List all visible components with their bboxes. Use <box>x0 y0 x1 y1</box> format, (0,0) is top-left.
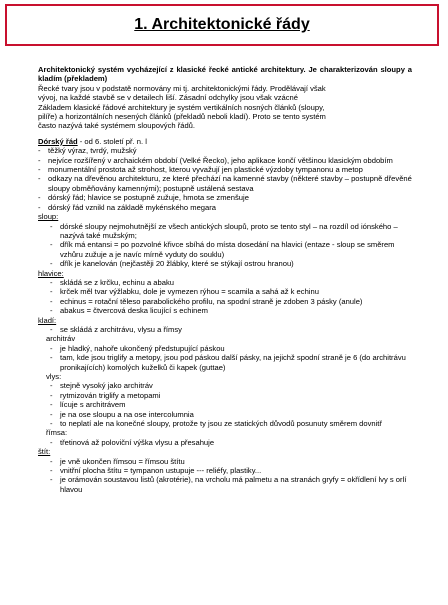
cornice-item: - třetinová až poloviční výška vlysu a přesahuje <box>50 437 215 447</box>
column-item: - dórské sloupy nejmohutnější ze všech antických sloupů, proto se tento styl – na rozdíl od iónského – nazývá také mužským; <box>50 221 398 240</box>
architrave-heading: architráv <box>46 334 76 344</box>
doric-item: - dórský řád; hlavice se postupně zužuje, hmota se zmenšuje <box>38 193 249 203</box>
column-item: - dřík je kanelován (nejčastěji 20 žlábky, které se stýkají ostrou hranou) <box>50 259 294 269</box>
frieze-item: - lícuje s architrávem <box>50 400 126 410</box>
pediment-item: - je vně ukončen římsou = římsou štítu <box>50 456 185 466</box>
column-item: - dřík má entansi = po pozvolné křivce sbíhá do místa dosedání na hlavici (entaze - sloup se směrem vzhůru zužuje a je navíc mírně vyduty do souklu) <box>50 240 395 259</box>
capital-item: - skládá se z krčku, echinu a abaku <box>50 277 174 287</box>
entablature-heading: kladí: <box>38 315 57 325</box>
column-heading: sloup: <box>38 212 59 222</box>
doric-heading-line <box>38 137 412 146</box>
capital-item: - abakus = čtvercová deska licující s echinem <box>50 306 208 316</box>
document-body <box>38 65 412 494</box>
architrave-item: - je hladký, nahoře ukončený předstupující páskou <box>50 343 225 353</box>
page-title: 1. Architektonické řády <box>134 16 310 33</box>
cornice-heading: římsa: <box>46 428 68 438</box>
frieze-item: - je na ose sloupu a na ose intercolumnia <box>50 409 194 419</box>
capital-heading: hlavice: <box>38 268 64 278</box>
title-box <box>5 4 439 46</box>
doric-item: - dórský řád vznikl na základě mykénského megara <box>38 202 216 212</box>
frieze-item: - stejně vysoký jako architráv <box>50 381 153 391</box>
intro-line: pilíře) a horizontálních nesených článků (překladů neboli kladí). Proto se tento systém <box>38 112 326 122</box>
doric-item: - odkazy na dřevěnou architekturu, ze které přechází na kamenné stavby (některé stavby – postupně dřevěné sloupy obměňovány kamennými); postupně ustálená sestava <box>38 174 412 193</box>
entablature-item: - se skládá z architrávu, vlysu a římsy <box>50 324 182 334</box>
doric-item: - těžký výraz, tvrdý, mužský <box>38 146 137 156</box>
frieze-heading: vlys: <box>46 372 62 381</box>
pediment-item: - je orámován soustavou listů (akrotérie), na vrcholu má palmetu a na stranách gryfy = okřídlení lvy s orlí hlavou <box>50 475 407 494</box>
doric-item: - monumentální prostota až strohost, kterou vyvažují jen plastické výzdoby tympanonu a metop <box>38 165 363 175</box>
capital-item: - echinus = rotační těleso parabolického profilu, na spodní straně je zdoben 3 pásky (anule) <box>50 296 363 306</box>
pediment-heading: štít: <box>38 447 51 457</box>
doric-item: - nejvíce rozšířený v archaickém období (Velké Řecko), jeho aplikace končí většinou klasickým obdobím <box>38 155 393 165</box>
architrave-item: - tam, kde jsou triglify a metopy, jsou pod páskou další pásky, na jejichž spodní straně je 6 (do architrávu pronikajících) komolých kuželků či kapek (guttae) <box>50 353 406 372</box>
frieze-item: - to neplatí ale na konečné sloupy, protože ty jsou ze statických důvodů posunuty směrem dovnitř <box>50 419 382 429</box>
intro-bold-paragraph: Architektonický systém vycházející z klasické řecké antické architektury. Je charakterizován sloupy a kladím (překladem) <box>38 65 412 84</box>
intro-line: Základem klasické řádové architektury je systém vertikálních nosných článků (sloupy, <box>38 102 325 112</box>
intro-paragraph <box>38 84 412 131</box>
pediment-item: - vnitřní plocha štítu = tympanon ustupuje --- reliéfy, plastiky... <box>50 466 262 476</box>
intro-line: často nazývá také systémem sloupových řádů. <box>38 121 196 131</box>
frieze-item: - rytmizován triglify a metopami <box>50 390 161 400</box>
doric-heading-suffix: - od 6. století př. n. l <box>77 136 147 146</box>
intro-line: Řecké tvary jsou v podstatě normovány mi tj. architektonickými řády. Prodělávají však <box>38 83 326 93</box>
capital-item: - krček měl tvar výžlabku, dole je vymezen rýhou = scamila a sahá až k echinu <box>50 287 319 297</box>
doric-heading: Dórský řád <box>38 136 78 146</box>
intro-line: vývoj, na každé stavbě se v detailech liší. Zásadní odchylky jsou však vzácné <box>38 93 299 103</box>
